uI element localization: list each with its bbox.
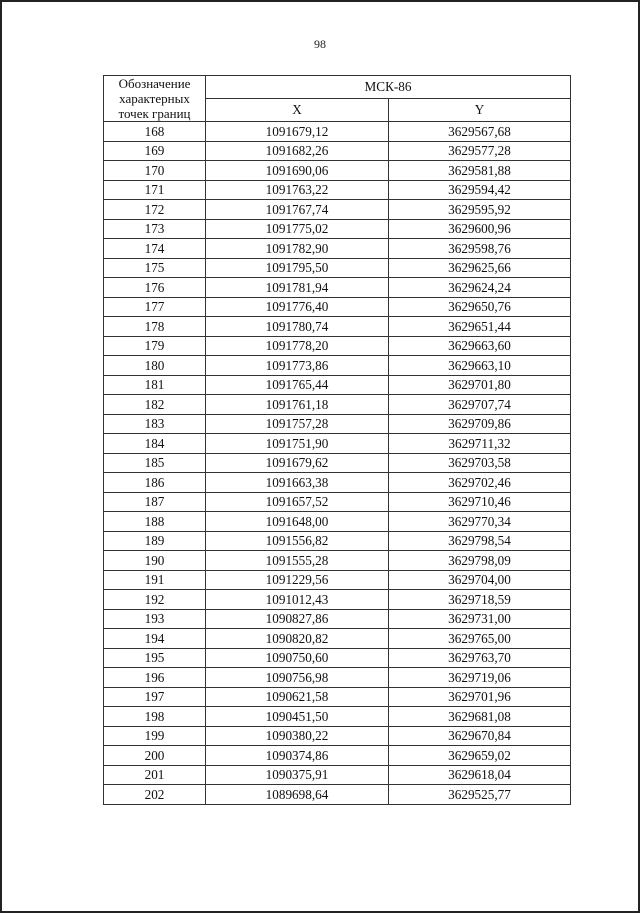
point-number-cell: 192 xyxy=(104,590,206,610)
y-coordinate-cell: 3629701,96 xyxy=(389,687,571,707)
x-coordinate-cell: 1090374,86 xyxy=(206,746,389,766)
point-number-cell: 169 xyxy=(104,141,206,161)
y-coordinate-cell: 3629651,44 xyxy=(389,317,571,337)
x-coordinate-cell: 1091763,22 xyxy=(206,180,389,200)
point-number-cell: 183 xyxy=(104,414,206,434)
table-row xyxy=(104,336,571,356)
point-number-cell: 179 xyxy=(104,336,206,356)
page-number: 98 xyxy=(314,37,326,51)
point-number-cell: 198 xyxy=(104,707,206,727)
table-row xyxy=(104,687,571,707)
x-coordinate-cell: 1090756,98 xyxy=(206,668,389,688)
point-number-cell: 202 xyxy=(104,785,206,805)
x-coordinate-cell: 1091776,40 xyxy=(206,297,389,317)
table-row xyxy=(104,668,571,688)
y-column-header: Y xyxy=(389,99,571,122)
x-coordinate-cell: 1091555,28 xyxy=(206,551,389,571)
x-coordinate-cell: 1091012,43 xyxy=(206,590,389,610)
y-coordinate-cell: 3629681,08 xyxy=(389,707,571,727)
point-number-cell: 189 xyxy=(104,531,206,551)
y-coordinate-cell: 3629707,74 xyxy=(389,395,571,415)
point-number-cell: 180 xyxy=(104,356,206,376)
y-coordinate-cell: 3629709,86 xyxy=(389,414,571,434)
y-coordinate-cell: 3629798,54 xyxy=(389,531,571,551)
x-coordinate-cell: 1091648,00 xyxy=(206,512,389,532)
y-coordinate-cell: 3629650,76 xyxy=(389,297,571,317)
point-number-cell: 171 xyxy=(104,180,206,200)
y-coordinate-cell: 3629701,80 xyxy=(389,375,571,395)
point-number-cell: 181 xyxy=(104,375,206,395)
table-row xyxy=(104,570,571,590)
y-coordinate-cell: 3629798,09 xyxy=(389,551,571,571)
y-coordinate-cell: 3629618,04 xyxy=(389,765,571,785)
point-number-cell: 186 xyxy=(104,473,206,493)
point-number-cell: 173 xyxy=(104,219,206,239)
x-coordinate-cell: 1090820,82 xyxy=(206,629,389,649)
point-label-header: Обозначение характерных точек границ xyxy=(104,76,206,122)
y-coordinate-cell: 3629704,00 xyxy=(389,570,571,590)
table-row xyxy=(104,453,571,473)
table-row xyxy=(104,785,571,805)
y-coordinate-cell: 3629719,06 xyxy=(389,668,571,688)
point-number-cell: 175 xyxy=(104,258,206,278)
x-coordinate-cell: 1091757,28 xyxy=(206,414,389,434)
x-coordinate-cell: 1090621,58 xyxy=(206,687,389,707)
x-coordinate-cell: 1091751,90 xyxy=(206,434,389,454)
point-number-cell: 188 xyxy=(104,512,206,532)
y-coordinate-cell: 3629600,96 xyxy=(389,219,571,239)
y-coordinate-cell: 3629624,24 xyxy=(389,278,571,298)
point-number-cell: 197 xyxy=(104,687,206,707)
x-coordinate-cell: 1091782,90 xyxy=(206,239,389,259)
table-row xyxy=(104,200,571,220)
y-coordinate-cell: 3629594,42 xyxy=(389,180,571,200)
point-number-cell: 187 xyxy=(104,492,206,512)
table-row xyxy=(104,726,571,746)
table-row xyxy=(104,161,571,181)
point-number-cell: 172 xyxy=(104,200,206,220)
point-number-cell: 182 xyxy=(104,395,206,415)
x-coordinate-cell: 1091775,02 xyxy=(206,219,389,239)
table-row xyxy=(104,278,571,298)
x-coordinate-cell: 1089698,64 xyxy=(206,785,389,805)
y-coordinate-cell: 3629598,76 xyxy=(389,239,571,259)
y-coordinate-cell: 3629663,60 xyxy=(389,336,571,356)
x-coordinate-cell: 1091556,82 xyxy=(206,531,389,551)
x-coordinate-cell: 1091229,56 xyxy=(206,570,389,590)
point-number-cell: 174 xyxy=(104,239,206,259)
x-coordinate-cell: 1090375,91 xyxy=(206,765,389,785)
y-coordinate-cell: 3629567,68 xyxy=(389,122,571,142)
table-row xyxy=(104,141,571,161)
x-coordinate-cell: 1090380,22 xyxy=(206,726,389,746)
point-number-cell: 196 xyxy=(104,668,206,688)
point-number-cell: 178 xyxy=(104,317,206,337)
point-number-cell: 195 xyxy=(104,648,206,668)
coordinate-system-header: МСК-86 xyxy=(206,76,571,99)
y-coordinate-cell: 3629581,88 xyxy=(389,161,571,181)
table-row xyxy=(104,492,571,512)
point-number-cell: 199 xyxy=(104,726,206,746)
x-coordinate-cell: 1091773,86 xyxy=(206,356,389,376)
point-number-cell: 177 xyxy=(104,297,206,317)
point-number-cell: 201 xyxy=(104,765,206,785)
x-coordinate-cell: 1090827,86 xyxy=(206,609,389,629)
point-number-cell: 184 xyxy=(104,434,206,454)
table-row xyxy=(104,590,571,610)
y-coordinate-cell: 3629770,34 xyxy=(389,512,571,532)
y-coordinate-cell: 3629663,10 xyxy=(389,356,571,376)
y-coordinate-cell: 3629525,77 xyxy=(389,785,571,805)
y-coordinate-cell: 3629703,58 xyxy=(389,453,571,473)
x-coordinate-cell: 1091765,44 xyxy=(206,375,389,395)
point-number-cell: 200 xyxy=(104,746,206,766)
y-coordinate-cell: 3629625,66 xyxy=(389,258,571,278)
y-coordinate-cell: 3629702,46 xyxy=(389,473,571,493)
y-coordinate-cell: 3629670,84 xyxy=(389,726,571,746)
coordinates-table xyxy=(103,75,571,805)
y-coordinate-cell: 3629765,00 xyxy=(389,629,571,649)
x-coordinate-cell: 1091781,94 xyxy=(206,278,389,298)
table-row xyxy=(104,746,571,766)
x-coordinate-cell: 1091778,20 xyxy=(206,336,389,356)
table-row xyxy=(104,648,571,668)
table-row xyxy=(104,609,571,629)
y-coordinate-cell: 3629577,28 xyxy=(389,141,571,161)
point-number-cell: 194 xyxy=(104,629,206,649)
table-row xyxy=(104,239,571,259)
table-row xyxy=(104,297,571,317)
x-column-header: X xyxy=(206,99,389,122)
table-row xyxy=(104,629,571,649)
x-coordinate-cell: 1091679,12 xyxy=(206,122,389,142)
table-body xyxy=(104,122,571,805)
table-row xyxy=(104,531,571,551)
point-number-cell: 191 xyxy=(104,570,206,590)
table-row xyxy=(104,512,571,532)
x-coordinate-cell: 1091767,74 xyxy=(206,200,389,220)
point-number-cell: 170 xyxy=(104,161,206,181)
table-row xyxy=(104,434,571,454)
y-coordinate-cell: 3629763,70 xyxy=(389,648,571,668)
x-coordinate-cell: 1091657,52 xyxy=(206,492,389,512)
y-coordinate-cell: 3629711,32 xyxy=(389,434,571,454)
y-coordinate-cell: 3629731,00 xyxy=(389,609,571,629)
table-row xyxy=(104,356,571,376)
x-coordinate-cell: 1091795,50 xyxy=(206,258,389,278)
x-coordinate-cell: 1091690,06 xyxy=(206,161,389,181)
y-coordinate-cell: 3629595,92 xyxy=(389,200,571,220)
x-coordinate-cell: 1090451,50 xyxy=(206,707,389,727)
x-coordinate-cell: 1091761,18 xyxy=(206,395,389,415)
table-row xyxy=(104,765,571,785)
table-row xyxy=(104,375,571,395)
table-row xyxy=(104,414,571,434)
x-coordinate-cell: 1091679,62 xyxy=(206,453,389,473)
table-row xyxy=(104,473,571,493)
x-coordinate-cell: 1091780,74 xyxy=(206,317,389,337)
y-coordinate-cell: 3629710,46 xyxy=(389,492,571,512)
y-coordinate-cell: 3629718,59 xyxy=(389,590,571,610)
point-number-cell: 168 xyxy=(104,122,206,142)
table-row xyxy=(104,180,571,200)
y-coordinate-cell: 3629659,02 xyxy=(389,746,571,766)
table-row xyxy=(104,122,571,142)
table-row xyxy=(104,551,571,571)
table-row xyxy=(104,317,571,337)
x-coordinate-cell: 1091663,38 xyxy=(206,473,389,493)
point-number-cell: 185 xyxy=(104,453,206,473)
point-number-cell: 190 xyxy=(104,551,206,571)
point-number-cell: 193 xyxy=(104,609,206,629)
table-row xyxy=(104,707,571,727)
x-coordinate-cell: 1090750,60 xyxy=(206,648,389,668)
point-number-cell: 176 xyxy=(104,278,206,298)
x-coordinate-cell: 1091682,26 xyxy=(206,141,389,161)
table-row xyxy=(104,395,571,415)
table-row xyxy=(104,258,571,278)
table-row xyxy=(104,219,571,239)
